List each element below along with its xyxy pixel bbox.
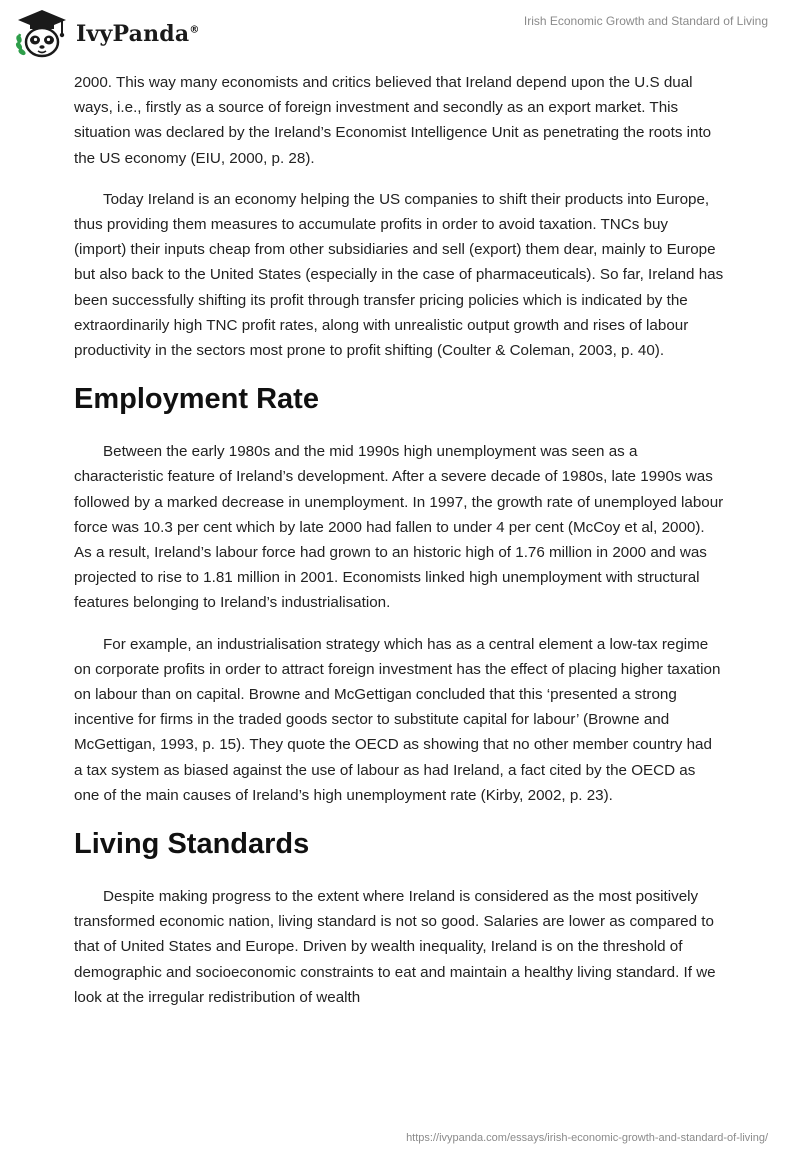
panda-graduate-icon	[14, 8, 70, 60]
paragraph-2: Today Ireland is an economy helping the US companies to shift their products into Europe, thus providing them measures to accumulate profits in order to avoid taxation. TNCs buy (import) their inputs cheap from other subsidiaries and sell (export) them dear, mainly to Europe but also back to the United States (especially in the case of pharmaceuticals). So far, Ireland has been successfully shifting its profit through transfer pricing policies which is indicated by the extraordinarily high TNC profit rates, along with unrealistic output growth and rises of labour productivity in the sectors most prone to profit shifting (Coulter & Coleman, 2003, p. 40).	[74, 190, 724, 360]
page-header	[0, 0, 800, 66]
paragraph-1: 2000. This way many economists and critics believed that Ireland depend upon the U.S dual ways, i.e., firstly as a source of foreign investment and secondly as an export market. This situation was declared by the Ireland’s Economist Intelligence Unit as penetrating the roots into the US economy (EIU, 2000, p. 28).	[74, 74, 712, 167]
heading-living-standards: Living Standards	[74, 828, 310, 861]
paragraph-5: Despite making progress to the extent where Ireland is considered as the most positively transformed economic nation, living standard is not so good. Salaries are lower as compared to that of United States and Europe. Driven by wealth inequality, Ireland is on the threshold of demographic and socioeconomic constraints to eat and maintain a healthy living standard. If we look at the irregular redistribution of wealth	[74, 888, 716, 1006]
essay-body	[74, 70, 724, 1026]
paragraph-4: For example, an industrialisation strategy which has as a central element a low-tax regime on corporate profits in order to attract foreign investment has the effect of placing higher taxation on labour than on capital. Browne and McGettigan concluded that this ‘presented a strong incentive for firms in the traded goods sector to substitute capital for labour’ (Browne and McGettigan, 1993, p. 15). They quote the OECD as showing that no other member country had a tax system as biased against the use of labour as had Ireland, a fact cited by the OECD as one of the main causes of Ireland’s high unemployment rate (Kirby, 2002, p. 23).	[74, 635, 721, 804]
brand-name: IvyPanda®	[76, 21, 200, 47]
ivypanda-logo[interactable]	[14, 8, 200, 60]
paragraph-3: Between the early 1980s and the mid 1990s high unemployment was seen as a characteristic feature of Ireland’s development. After a severe decade of 1980s, late 1990s was followed by a marked decrease in unemployment. In 1997, the growth rate of unemployed labour force was 10.3 per cent which by late 2000 had fallen to under 4 per cent (McCoy et al, 2000). As a result, Ireland’s labour force had grown to an historic high of 1.76 million in 2000 and was projected to rise to 1.81 million in 2001. Economists linked high unemployment with structural features belonging to Ireland’s industrialisation.	[74, 443, 724, 612]
document-title: Irish Economic Growth and Standard of Living	[523, 14, 768, 28]
footer-url[interactable]: https://ivypanda.com/essays/irish-economic-growth-and-standard-of-living/	[406, 1132, 768, 1144]
heading-employment-rate: Employment Rate	[74, 383, 319, 416]
registered-mark: ®	[189, 24, 200, 36]
